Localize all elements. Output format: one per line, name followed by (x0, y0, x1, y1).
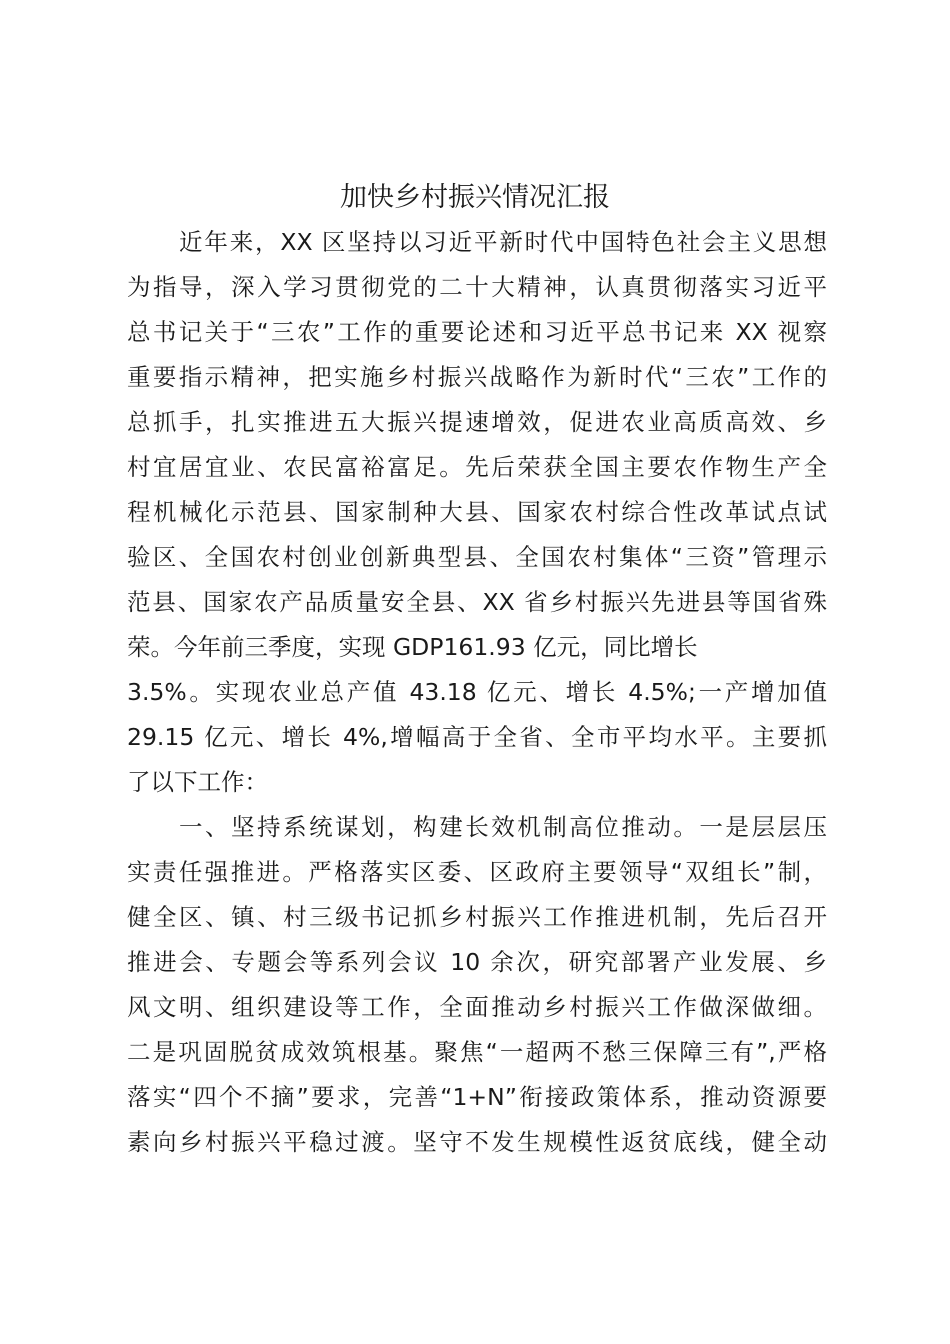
document-title: 加快乡村振兴情况汇报 (340, 182, 610, 213)
paragraph-line: 范县、国家农产品质量安全县、XX 省乡村振兴先进县等国省殊 (127, 588, 827, 616)
paragraph-line: 总抓手，扎实推进五大振兴提速增效，促进农业高质高效、乡 (127, 408, 827, 436)
paragraph-line: 验区、全国农村创业创新典型县、全国农村集体“三资”管理示 (127, 543, 827, 571)
paragraph-line: 素向乡村振兴平稳过渡。坚守不发生规模性返贫底线，健全动 (127, 1128, 827, 1156)
paragraph-line: 29.15 亿元、增长 4%,增幅高于全省、全市平均水平。主要抓 (127, 723, 827, 751)
paragraph-line: 实责任强推进。严格落实区委、区政府主要领导“双组长”制， (127, 858, 827, 886)
paragraph-line: 落实“四个不摘”要求，完善“1+N”衔接政策体系，推动资源要 (127, 1083, 827, 1111)
paragraph-line: 为指导，深入学习贯彻党的二十大精神，认真贯彻落实习近平 (127, 273, 827, 301)
paragraph-line: 程机械化示范县、国家制种大县、国家农村综合性改革试点试 (127, 498, 827, 526)
paragraph-line: 重要指示精神，把实施乡村振兴战略作为新时代“三农”工作的 (127, 363, 827, 391)
paragraph-line: 推进会、专题会等系列会议 10 余次，研究部署产业发展、乡 (127, 948, 827, 976)
paragraph-line: 3.5%。实现农业总产值 43.18 亿元、增长 4.5%;一产增加值 (127, 678, 827, 706)
paragraph-line: 荣。今年前三季度，实现 GDP161.93 亿元，同比增长 (127, 633, 698, 661)
paragraph-line: 二是巩固脱贫成效筑根基。聚焦“一超两不愁三保障三有”,严格 (127, 1038, 827, 1066)
paragraph-line: 村宜居宜业、农民富裕富足。先后荣获全国主要农作物生产全 (127, 453, 827, 481)
paragraph-line: 近年来，XX 区坚持以习近平新时代中国特色社会主义思想 (179, 228, 827, 256)
paragraph-line: 了以下工作： (127, 768, 268, 796)
paragraph-line: 健全区、镇、村三级书记抓乡村振兴工作推进机制，先后召开 (127, 903, 827, 931)
paragraph-line: 一、坚持系统谋划，构建长效机制高位推动。一是层层压 (179, 813, 827, 841)
paragraph-line: 总书记关于“三农”工作的重要论述和习近平总书记来 XX 视察 (127, 318, 827, 346)
paragraph-line: 风文明、组织建设等工作，全面推动乡村振兴工作做深做细。 (127, 993, 827, 1021)
